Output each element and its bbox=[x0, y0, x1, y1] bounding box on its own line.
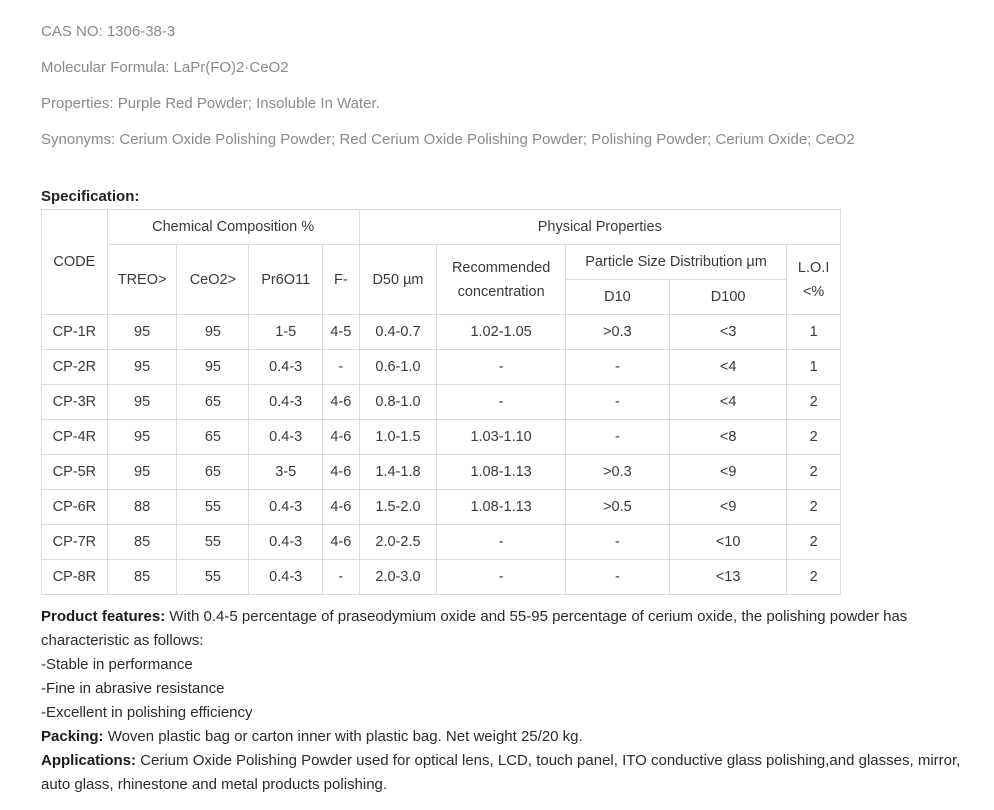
product-features-text: With 0.4-5 percentage of praseodymium oxide and 55-95 percentage of cerium oxide, the polishing powder has characteristic as follows: bbox=[41, 608, 908, 649]
cell-f: 4-6 bbox=[323, 455, 359, 490]
feature-item: -Fine in abrasive resistance bbox=[41, 680, 225, 697]
header-loi-line2: <% bbox=[802, 283, 825, 300]
cell-d10: - bbox=[565, 525, 669, 560]
cell-ceo2: 65 bbox=[177, 420, 249, 455]
cell-d100: <13 bbox=[669, 560, 786, 595]
molecular-formula: Molecular Formula: LaPr(FO)2·CeO2 bbox=[41, 59, 289, 76]
cell-d50: 1.5-2.0 bbox=[359, 490, 437, 525]
packing-label: Packing: bbox=[41, 728, 104, 745]
cell-pr6o11: 0.4-3 bbox=[249, 560, 323, 595]
header-treo: TREO> bbox=[107, 245, 177, 315]
cell-treo: 85 bbox=[107, 525, 177, 560]
cell-d50: 1.0-1.5 bbox=[359, 420, 437, 455]
cell-d10: >0.3 bbox=[565, 455, 669, 490]
cell-recommended: 1.03-1.10 bbox=[437, 420, 565, 455]
cell-treo: 95 bbox=[107, 420, 177, 455]
cell-recommended: - bbox=[437, 525, 565, 560]
cell-loi: 2 bbox=[787, 490, 841, 525]
cell-code: CP-6R bbox=[42, 490, 108, 525]
cell-d100: <9 bbox=[669, 490, 786, 525]
cell-d100: <3 bbox=[669, 315, 786, 350]
header-particle-size-distribution: Particle Size Distribution µm bbox=[565, 245, 786, 280]
cell-pr6o11: 0.4-3 bbox=[249, 525, 323, 560]
table-row bbox=[42, 315, 841, 350]
header-loi bbox=[787, 245, 841, 315]
cell-f: 4-5 bbox=[323, 315, 359, 350]
cell-recommended: 1.08-1.13 bbox=[437, 455, 565, 490]
product-description bbox=[41, 605, 971, 797]
cell-pr6o11: 1-5 bbox=[249, 315, 323, 350]
cell-loi: 2 bbox=[787, 525, 841, 560]
header-recommended-line1: Recommended bbox=[451, 259, 551, 276]
cell-recommended: - bbox=[437, 560, 565, 595]
cell-code: CP-4R bbox=[42, 420, 108, 455]
cell-d10: - bbox=[565, 350, 669, 385]
cell-code: CP-7R bbox=[42, 525, 108, 560]
header-d100: D100 bbox=[669, 280, 786, 315]
cell-treo: 95 bbox=[107, 455, 177, 490]
cell-d10: - bbox=[565, 560, 669, 595]
cell-loi: 1 bbox=[787, 315, 841, 350]
cell-d100: <9 bbox=[669, 455, 786, 490]
applications-paragraph bbox=[41, 749, 971, 797]
cell-pr6o11: 0.4-3 bbox=[249, 350, 323, 385]
cell-d50: 2.0-2.5 bbox=[359, 525, 437, 560]
cell-loi: 2 bbox=[787, 420, 841, 455]
table-row bbox=[42, 455, 841, 490]
cell-code: CP-2R bbox=[42, 350, 108, 385]
cell-loi: 2 bbox=[787, 560, 841, 595]
cell-pr6o11: 0.4-3 bbox=[249, 420, 323, 455]
applications-text: Cerium Oxide Polishing Powder used for optical lens, LCD, touch panel, ITO conductive glass polishing,and glasses, mirror, auto glass, rhinestone and metal products polishing. bbox=[41, 752, 961, 793]
table-row bbox=[42, 385, 841, 420]
header-loi-line1: L.O.I bbox=[797, 259, 830, 276]
cell-pr6o11: 3-5 bbox=[249, 455, 323, 490]
specification-heading: Specification: bbox=[41, 188, 140, 205]
cell-d100: <8 bbox=[669, 420, 786, 455]
cell-treo: 95 bbox=[107, 350, 177, 385]
cell-treo: 88 bbox=[107, 490, 177, 525]
table-row bbox=[42, 350, 841, 385]
cell-recommended: 1.02-1.05 bbox=[437, 315, 565, 350]
cell-ceo2: 65 bbox=[177, 385, 249, 420]
cell-ceo2: 55 bbox=[177, 560, 249, 595]
cell-code: CP-8R bbox=[42, 560, 108, 595]
cell-ceo2: 95 bbox=[177, 315, 249, 350]
cell-treo: 85 bbox=[107, 560, 177, 595]
product-features-paragraph bbox=[41, 605, 971, 653]
cell-ceo2: 95 bbox=[177, 350, 249, 385]
cell-f: 4-6 bbox=[323, 525, 359, 560]
cell-pr6o11: 0.4-3 bbox=[249, 490, 323, 525]
cell-d50: 0.8-1.0 bbox=[359, 385, 437, 420]
cell-d100: <4 bbox=[669, 350, 786, 385]
cell-d50: 1.4-1.8 bbox=[359, 455, 437, 490]
cell-f: - bbox=[323, 560, 359, 595]
cas-number: CAS NO: 1306-38-3 bbox=[41, 23, 176, 40]
cell-treo: 95 bbox=[107, 385, 177, 420]
header-d50: D50 µm bbox=[359, 245, 437, 315]
cell-recommended: - bbox=[437, 385, 565, 420]
cell-f: 4-6 bbox=[323, 385, 359, 420]
header-physical-properties: Physical Properties bbox=[359, 210, 840, 245]
header-recommended-line2: concentration bbox=[457, 283, 545, 300]
header-row-columns bbox=[42, 245, 841, 280]
cell-loi: 2 bbox=[787, 455, 841, 490]
cell-d50: 0.4-0.7 bbox=[359, 315, 437, 350]
cell-d10: - bbox=[565, 385, 669, 420]
product-features-label: Product features: bbox=[41, 608, 166, 625]
cell-recommended: - bbox=[437, 350, 565, 385]
cell-pr6o11: 0.4-3 bbox=[249, 385, 323, 420]
header-code: CODE bbox=[42, 210, 108, 315]
header-recommended-concentration bbox=[437, 245, 565, 315]
cell-d100: <10 bbox=[669, 525, 786, 560]
cell-code: CP-1R bbox=[42, 315, 108, 350]
cell-d50: 0.6-1.0 bbox=[359, 350, 437, 385]
cell-recommended: 1.08-1.13 bbox=[437, 490, 565, 525]
packing-paragraph bbox=[41, 725, 971, 749]
cell-ceo2: 55 bbox=[177, 525, 249, 560]
header-d10: D10 bbox=[565, 280, 669, 315]
cell-d10: - bbox=[565, 420, 669, 455]
table-row bbox=[42, 560, 841, 595]
cell-code: CP-5R bbox=[42, 455, 108, 490]
table-row bbox=[42, 420, 841, 455]
cell-code: CP-3R bbox=[42, 385, 108, 420]
cell-f: - bbox=[323, 350, 359, 385]
cell-d100: <4 bbox=[669, 385, 786, 420]
header-chemical-composition: Chemical Composition % bbox=[107, 210, 359, 245]
header-row-groups bbox=[42, 210, 841, 245]
specification-table bbox=[41, 209, 841, 595]
applications-label: Applications: bbox=[41, 752, 137, 769]
table-row bbox=[42, 525, 841, 560]
header-pr6o11: Pr6O11 bbox=[249, 245, 323, 315]
cell-d10: >0.5 bbox=[565, 490, 669, 525]
feature-item: -Stable in performance bbox=[41, 656, 193, 673]
cell-f: 4-6 bbox=[323, 490, 359, 525]
cell-d50: 2.0-3.0 bbox=[359, 560, 437, 595]
cell-treo: 95 bbox=[107, 315, 177, 350]
cell-f: 4-6 bbox=[323, 420, 359, 455]
cell-loi: 2 bbox=[787, 385, 841, 420]
packing-text: Woven plastic bag or carton inner with plastic bag. Net weight 25/20 kg. bbox=[103, 728, 583, 745]
header-ceo2: CeO2> bbox=[177, 245, 249, 315]
properties: Properties: Purple Red Powder; Insoluble In Water. bbox=[41, 95, 380, 112]
feature-item: -Excellent in polishing efficiency bbox=[41, 704, 253, 721]
header-f: F- bbox=[323, 245, 359, 315]
cell-ceo2: 55 bbox=[177, 490, 249, 525]
cell-ceo2: 65 bbox=[177, 455, 249, 490]
table-row bbox=[42, 490, 841, 525]
cell-d10: >0.3 bbox=[565, 315, 669, 350]
synonyms: Synonyms: Cerium Oxide Polishing Powder; Red Cerium Oxide Polishing Powder; Polishing Powder; Cerium Oxide; CeO2 bbox=[41, 131, 855, 148]
cell-loi: 1 bbox=[787, 350, 841, 385]
